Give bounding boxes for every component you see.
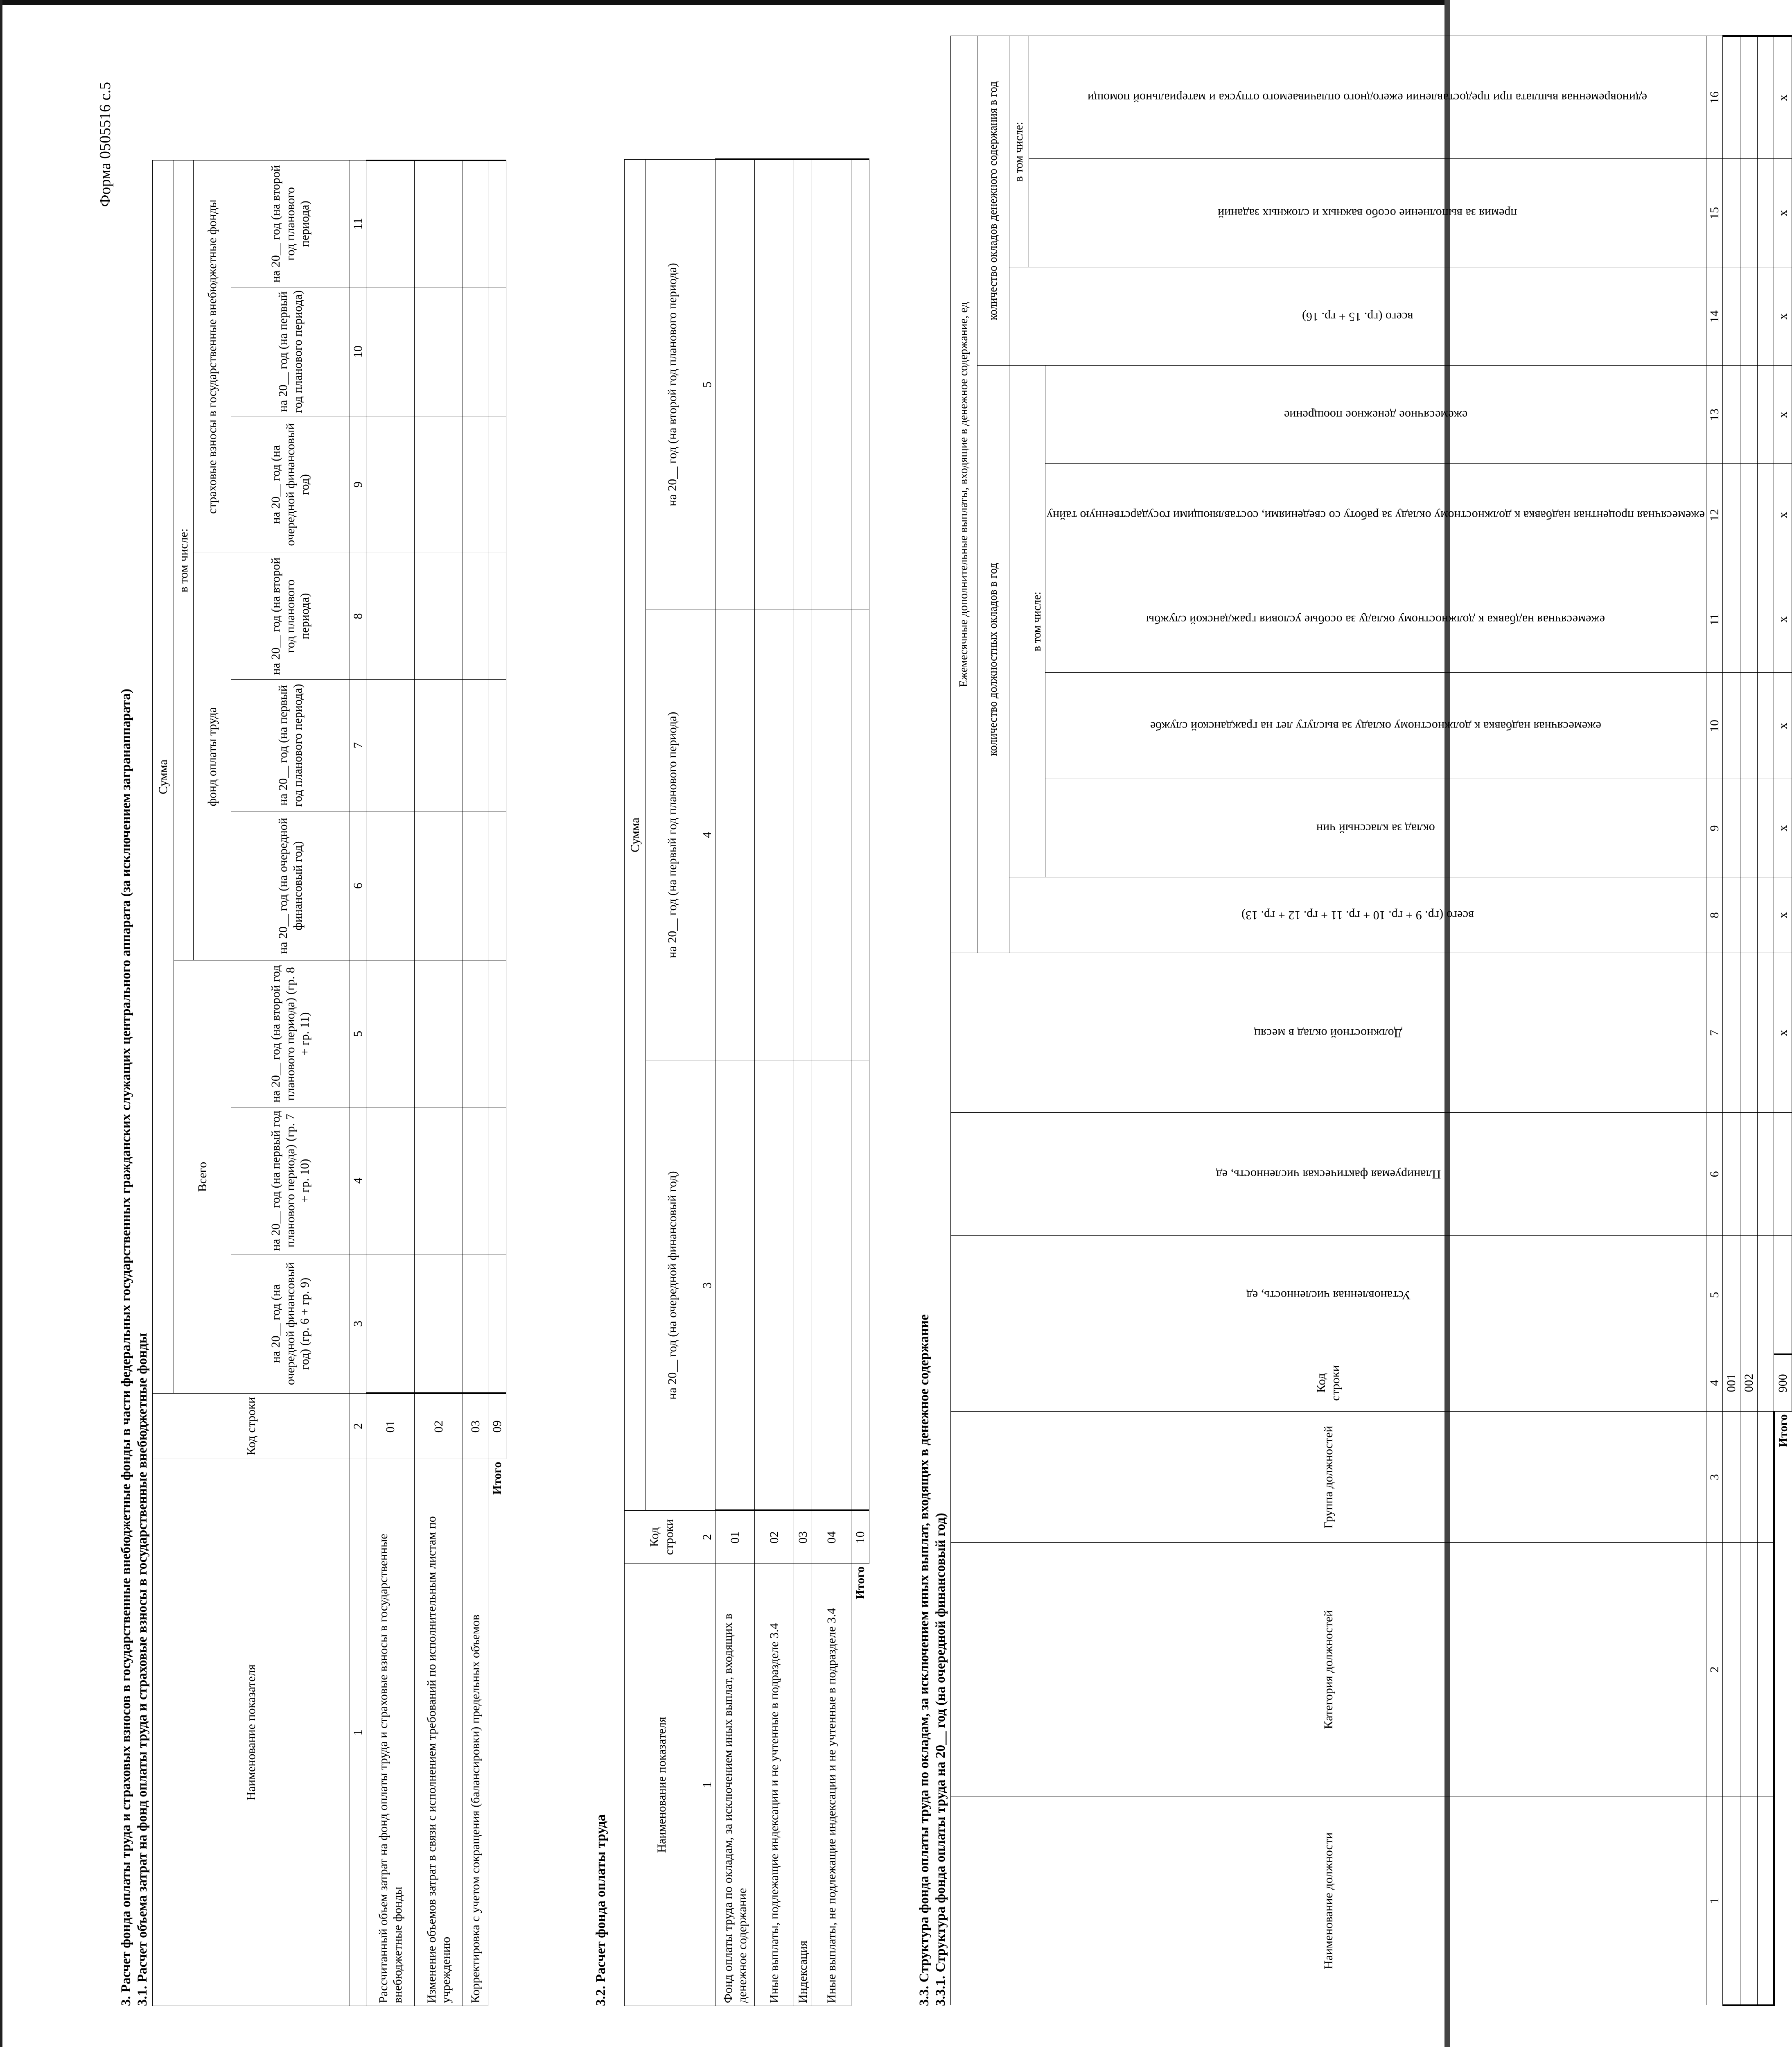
row-code: 03 (463, 1393, 488, 1459)
cell[interactable] (1723, 159, 1740, 267)
cell[interactable] (851, 1060, 869, 1511)
cell[interactable] (1758, 464, 1774, 566)
header-c15: премия за выполнение особо важных и сложных заданий (1029, 159, 1706, 267)
cell[interactable] (1723, 566, 1740, 673)
col-num: 2 (350, 1393, 366, 1459)
cell[interactable] (812, 610, 851, 1060)
table-3-1 (152, 160, 506, 2006)
cell[interactable] (366, 416, 415, 553)
cell[interactable] (1758, 267, 1774, 366)
cell[interactable] (1740, 267, 1757, 366)
header-y1: на 20__ год (на очередной финансовый год) (646, 1060, 699, 1511)
header-total: Всего (174, 960, 231, 1393)
row-code: 001 (1723, 1354, 1740, 1412)
cell[interactable] (1723, 1796, 1740, 2005)
cell[interactable] (1740, 36, 1757, 159)
cell[interactable] (366, 160, 415, 287)
x-mark: x (1774, 779, 1792, 877)
header-total-14: всего (гр. 15 + гр. 16) (1009, 267, 1706, 366)
col-num: 2 (1706, 1543, 1722, 1796)
form-number: Форма 0505516 с.5 (97, 82, 114, 207)
cell[interactable] (755, 1060, 794, 1511)
cell[interactable] (1740, 953, 1757, 1113)
col-num: 1 (699, 1564, 715, 2006)
cell[interactable] (1723, 267, 1740, 366)
header-insurance: страховые взносы в государственные внебюджетные фонды (194, 160, 231, 553)
col-num: 9 (1706, 779, 1722, 877)
header-code: Код строки (625, 1511, 699, 1564)
col-num: 6 (1706, 1113, 1722, 1236)
cell[interactable] (1723, 673, 1740, 779)
row-name: Рассчитанный объем затрат на фонд оплаты труда и страховые взносы в государственные внебюджетные фонды (366, 1459, 415, 2006)
header-ins-y1: на 20__ год (на очередной финансовый год) (231, 416, 350, 553)
cell[interactable] (463, 287, 488, 416)
cell[interactable] (1740, 566, 1757, 673)
cell[interactable] (366, 553, 415, 680)
col-num: 15 (1706, 159, 1722, 267)
table-row (1758, 36, 1774, 2005)
section-3-2-title: 3.2. Расчет фонда оплаты труда (594, 1814, 608, 2006)
cell[interactable] (488, 416, 506, 553)
header-count-year: количество должностных окладов в год (977, 366, 1009, 953)
col-num: 11 (350, 160, 366, 287)
cell[interactable] (715, 1060, 755, 1511)
row-code: 02 (755, 1511, 794, 1564)
header-including-empty (1009, 366, 1029, 877)
cell[interactable] (1758, 877, 1774, 953)
table-row (415, 160, 463, 2006)
row-code: 03 (794, 1511, 812, 1564)
total-row (488, 160, 506, 2006)
section-3-3-title: 3.3. Структура фонда оплаты труда по окладам, за исключением иных выплат, входящих в денежное содержание (917, 1314, 932, 2006)
cell[interactable] (463, 416, 488, 553)
table-3-2 (624, 158, 869, 2006)
header-position: Наименование должности (951, 1796, 1706, 2005)
cell[interactable] (715, 610, 755, 1060)
cell[interactable] (1723, 1543, 1740, 1796)
col-num: 9 (350, 416, 366, 553)
cell[interactable] (488, 1254, 506, 1393)
col-num: 1 (350, 1459, 366, 2006)
cell[interactable] (415, 160, 463, 287)
cell[interactable] (715, 159, 755, 610)
header-ins-y2: на 20__ год (на первый год планового периода) (231, 287, 350, 416)
cell[interactable] (415, 1107, 463, 1254)
cell[interactable] (851, 610, 869, 1060)
table-row (366, 160, 415, 2006)
cell[interactable] (463, 1254, 488, 1393)
cell[interactable] (488, 680, 506, 811)
x-mark: x (1774, 159, 1792, 267)
header-including-2: в том числе: (1009, 36, 1029, 267)
header-code: Код строки (153, 1393, 350, 1459)
header-count-salary: количество окладов денежного содержания в год (977, 36, 1009, 366)
cell[interactable] (1740, 877, 1757, 953)
cell[interactable] (366, 1254, 415, 1393)
cell[interactable] (1758, 1236, 1774, 1354)
row-name: Корректировка с учетом сокращения (балансировки) предельных объемов (463, 1459, 488, 2006)
total-code: 09 (488, 1393, 506, 1459)
cell[interactable] (1740, 1796, 1757, 2005)
scan-left-edge (0, 0, 2, 2047)
total-row (1774, 36, 1792, 2005)
cell[interactable] (463, 160, 488, 287)
row-code: 002 (1740, 1354, 1757, 1412)
cell[interactable] (1758, 366, 1774, 464)
header-wage-y2: на 20__ год (на первый год планового периода) (231, 680, 350, 811)
header-including: в том числе: (1029, 366, 1045, 877)
row-name: Иные выплаты, подлежащие индексации и не учтенные в подразделе 3.4 (755, 1564, 794, 2006)
table-row (1723, 36, 1740, 2005)
table-row (1740, 36, 1757, 2005)
cell[interactable] (415, 416, 463, 553)
column-numbers-row (699, 159, 715, 2006)
cell[interactable] (755, 159, 794, 610)
header-c10: ежемесячная надбавка к должностному окладу за выслугу лет на гражданской службе (1045, 673, 1706, 779)
header-y3: на 20__ год (на второй год планового периода) (646, 159, 699, 610)
cell[interactable] (1758, 1796, 1774, 2005)
cell[interactable] (1758, 1543, 1774, 1796)
header-c16: единовременная выплата при предоставлении ежегодного оплачиваемого отпуска и материальной помощи (1029, 36, 1706, 159)
cell[interactable] (1723, 1113, 1740, 1236)
col-num: 3 (350, 1254, 366, 1393)
cell[interactable] (463, 553, 488, 680)
cell[interactable] (794, 159, 812, 610)
total-code: 900 (1774, 1354, 1792, 1412)
cell[interactable] (1723, 1412, 1740, 1543)
col-num: 7 (1706, 953, 1722, 1113)
total-label: Итого (851, 1564, 869, 2006)
header-group: Группа должностей (951, 1412, 1706, 1543)
header-including: в том числе: (174, 160, 194, 960)
x-mark: x (1774, 36, 1792, 159)
x-mark: x (1774, 953, 1792, 1113)
cell[interactable] (488, 811, 506, 960)
col-num: 10 (350, 287, 366, 416)
header-code: Код строки (951, 1354, 1706, 1412)
col-num: 10 (1706, 673, 1722, 779)
cell[interactable] (1740, 779, 1757, 877)
cell[interactable] (1758, 1113, 1774, 1236)
col-num: 11 (1706, 566, 1722, 673)
cell[interactable] (463, 811, 488, 960)
cell[interactable] (1723, 1236, 1740, 1354)
section-3-1-title: 3.1. Расчет объема затрат на фонд оплаты труда и страховые взносы в государственные внебюджетные фонды (135, 1333, 150, 2006)
cell[interactable] (1758, 566, 1774, 673)
cell[interactable] (415, 553, 463, 680)
rotated-page (57, 49, 1790, 2006)
header-planned: Планируемая фактическая численность, ед (951, 1113, 1706, 1236)
cell[interactable] (1740, 1412, 1757, 1543)
cell[interactable] (488, 287, 506, 416)
header-monthly-extra: Ежемесячные дополнительные выплаты, входящие в денежное содержание, ед (951, 36, 977, 953)
cell[interactable] (1723, 877, 1740, 953)
cell[interactable] (851, 159, 869, 610)
cell[interactable] (1758, 36, 1774, 159)
row-code: 01 (715, 1511, 755, 1564)
cell[interactable] (794, 610, 812, 1060)
cell[interactable] (1758, 159, 1774, 267)
col-num: 3 (699, 1060, 715, 1511)
cell[interactable] (488, 1107, 506, 1254)
cell[interactable] (415, 1254, 463, 1393)
cell[interactable] (488, 960, 506, 1107)
cell[interactable] (1723, 953, 1740, 1113)
column-numbers-row (350, 160, 366, 2006)
x-mark: x (1774, 464, 1792, 566)
cell[interactable] (366, 811, 415, 960)
header-wage-fund: фонд оплаты труда (194, 553, 231, 960)
total-code: 10 (851, 1511, 869, 1564)
cell[interactable] (1774, 1113, 1792, 1236)
cell[interactable] (1740, 159, 1757, 267)
cell[interactable] (366, 960, 415, 1107)
cell[interactable] (755, 610, 794, 1060)
row-code: 01 (366, 1393, 415, 1459)
header-c11: ежемесячная надбавка к должностному окладу за особые условия гражданской службы (1045, 566, 1706, 673)
cell[interactable] (488, 553, 506, 680)
table-row (794, 159, 812, 2006)
total-row (851, 159, 869, 2006)
cell[interactable] (1758, 953, 1774, 1113)
cell[interactable] (415, 811, 463, 960)
cell[interactable] (415, 680, 463, 811)
header-wage-y3: на 20__ год (на второй год планового периода) (231, 553, 350, 680)
col-num: 8 (350, 553, 366, 680)
cell[interactable] (463, 680, 488, 811)
table-row (755, 159, 794, 2006)
header-y3-total: на 20__ год (на второй год планового периода) (гр. 8 + гр. 11) (231, 960, 350, 1107)
row-name: Индексация (794, 1564, 812, 2006)
cell[interactable] (1723, 366, 1740, 464)
cell[interactable] (1723, 779, 1740, 877)
cell[interactable] (1740, 1236, 1757, 1354)
row-name: Иные выплаты, не подлежащие индексации и не учтенные в подразделе 3.4 (812, 1564, 851, 2006)
cell[interactable] (1740, 1113, 1757, 1236)
header-c13: ежемесячное денежное поощрение (1045, 366, 1706, 464)
col-num: 5 (699, 159, 715, 610)
header-y2: на 20__ год (на первый год планового периода) (646, 610, 699, 1060)
col-num: 13 (1706, 366, 1722, 464)
cell[interactable] (415, 287, 463, 416)
cell[interactable] (366, 680, 415, 811)
x-mark: x (1774, 267, 1792, 366)
cell[interactable] (488, 160, 506, 287)
header-salary: Должностной оклад в месяц (951, 953, 1706, 1113)
col-num: 14 (1706, 267, 1722, 366)
column-numbers-row (1706, 36, 1722, 2005)
cell[interactable] (1758, 673, 1774, 779)
header-y2-total: на 20__ год (на первый год планового периода) (гр. 7 + гр. 10) (231, 1107, 350, 1254)
col-num: 1 (1706, 1796, 1722, 2005)
col-num: 2 (699, 1511, 715, 1564)
cell[interactable] (366, 1107, 415, 1254)
header-category: Категория должностей (951, 1543, 1706, 1796)
header-c12: ежемесячная процентная надбавка к должностному окладу за работу со сведениями, составляющими государственную тайну (1045, 464, 1706, 566)
cell[interactable] (1758, 779, 1774, 877)
cell[interactable] (1758, 1412, 1774, 1543)
header-total-8: всего (гр. 9 + гр. 10 + гр. 11 + гр. 12 + гр. 13) (1009, 877, 1706, 953)
col-num: 4 (350, 1107, 366, 1254)
section-3-title: 3. Расчет фонда оплаты труда и страховых взносов в государственные внебюджетные фонды в части федеральных государственных гражданских служащих центрального аппарата (за исключением загранаппарата) (119, 689, 133, 2006)
cell[interactable] (366, 287, 415, 416)
table-row (812, 159, 851, 2006)
col-num: 12 (1706, 464, 1722, 566)
header-sum: Сумма (153, 160, 174, 1393)
header-indicator: Наименование показателя (625, 1564, 699, 2006)
cell[interactable] (1758, 1354, 1774, 1412)
cell[interactable] (1740, 366, 1757, 464)
cell[interactable] (1723, 36, 1740, 159)
table-3-3-1 (950, 35, 1792, 2006)
header-class-rank: оклад за классный чин (1045, 779, 1706, 877)
cell[interactable] (812, 1060, 851, 1511)
x-mark: x (1774, 673, 1792, 779)
section-3-3-1-title: 3.3.1. Структура фонда оплаты труда на 20__ год (на очередной финансовый год) (933, 1513, 948, 2006)
row-code: 02 (415, 1393, 463, 1459)
header-sum: Сумма (625, 159, 646, 1510)
table-row (463, 160, 488, 2006)
x-mark: x (1774, 366, 1792, 464)
cell[interactable] (415, 960, 463, 1107)
scan-top-edge (0, 0, 1450, 5)
col-num: 4 (699, 610, 715, 1060)
cell[interactable] (794, 1060, 812, 1511)
cell[interactable] (1723, 464, 1740, 566)
col-num: 5 (350, 960, 366, 1107)
col-num: 3 (1706, 1412, 1722, 1543)
col-num: 6 (350, 811, 366, 960)
header-y1-total: на 20__ год (на очередной финансовый год) (гр. 6 + гр. 9) (231, 1254, 350, 1393)
col-num: 4 (1706, 1354, 1722, 1412)
total-label: Итого (488, 1459, 506, 2006)
total-label: Итого (1774, 1412, 1792, 2005)
row-code: 04 (812, 1511, 851, 1564)
cell[interactable] (1740, 464, 1757, 566)
cell[interactable] (812, 159, 851, 610)
table-row (715, 159, 755, 2006)
col-num: 16 (1706, 36, 1722, 159)
cell[interactable] (463, 1107, 488, 1254)
x-mark: x (1774, 877, 1792, 953)
header-established: Установленная численность, ед (951, 1236, 1706, 1354)
header-ins-y3: на 20__ год (на второй год планового периода) (231, 160, 350, 287)
x-mark: x (1774, 566, 1792, 673)
cell[interactable] (463, 960, 488, 1107)
col-num: 8 (1706, 877, 1722, 953)
cell[interactable] (1740, 673, 1757, 779)
col-num: 5 (1706, 1236, 1722, 1354)
cell[interactable] (1740, 1543, 1757, 1796)
header-wage-y1: на 20__ год (на очередной финансовый год) (231, 811, 350, 960)
header-indicator: Наименование показателя (153, 1459, 350, 2006)
col-num: 7 (350, 680, 366, 811)
row-name: Фонд оплаты труда по окладам, за исключением иных выплат, входящих в денежное содержание (715, 1564, 755, 2006)
cell[interactable] (1774, 1236, 1792, 1354)
row-name: Изменение объемов затрат в связи с исполнением требований по исполнительным листам по учреждению (415, 1459, 463, 2006)
